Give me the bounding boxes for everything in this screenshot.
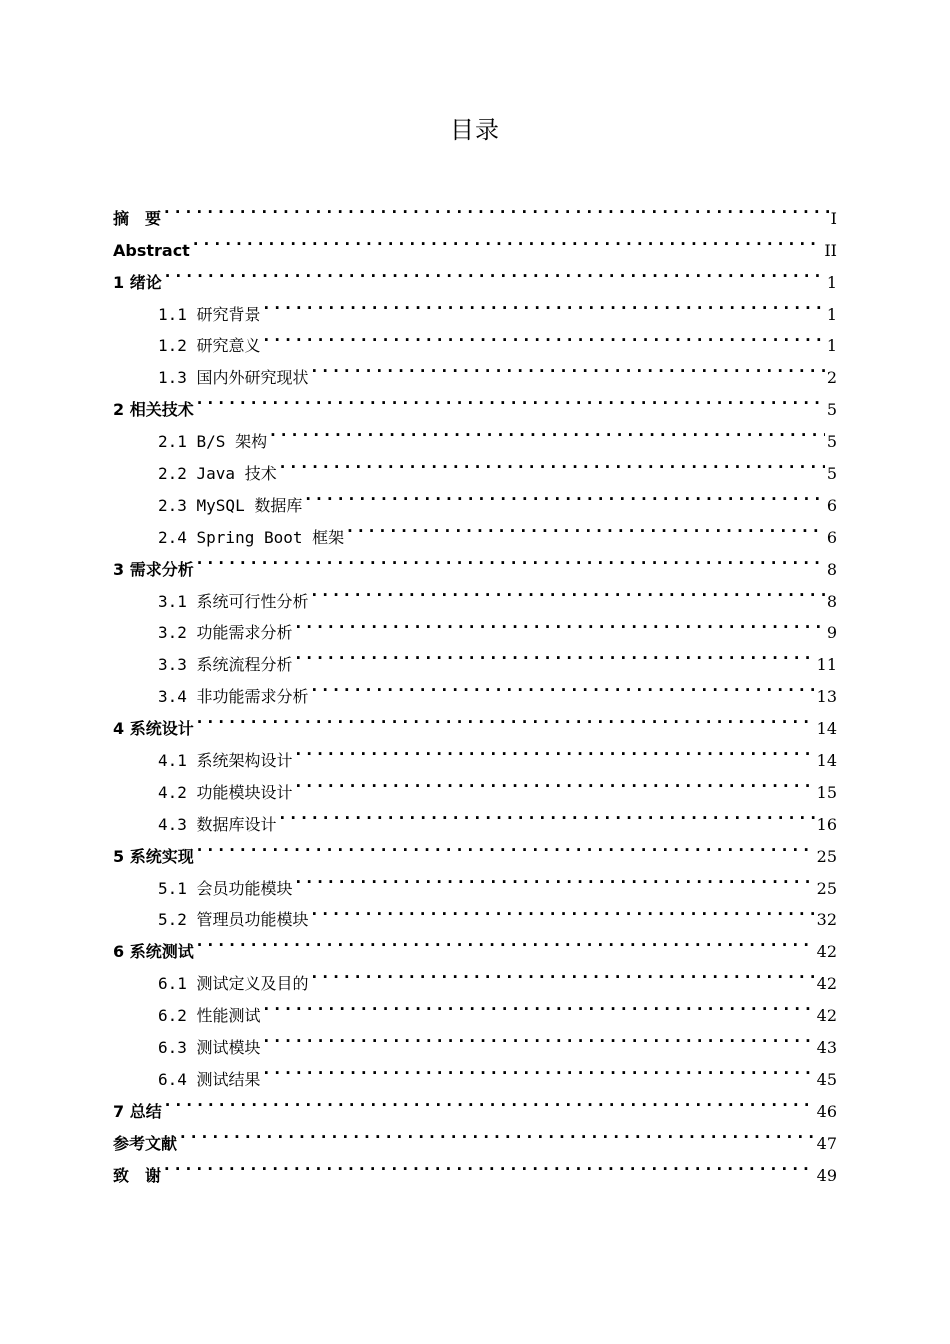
table-of-contents [113, 192, 837, 1185]
toc-entry-page-number: 45 [816, 1069, 837, 1089]
toc-entry-label: 1.3 国内外研究现状 [158, 368, 309, 388]
toc-entry-page-number: 47 [816, 1133, 837, 1153]
toc-dot-leader [310, 351, 825, 383]
toc-entry-page-number: II [824, 240, 837, 260]
toc-dot-leader [310, 894, 815, 926]
toc-dot-leader [294, 766, 815, 798]
toc-dot-leader [303, 479, 824, 511]
toc-entry-chapter[interactable] [113, 1149, 837, 1185]
toc-entry-label: 5.1 会员功能模块 [158, 878, 293, 898]
toc-dot-leader [195, 702, 815, 734]
toc-entry-label: 3 需求分析 [113, 559, 194, 579]
toc-entry-chapter[interactable] [113, 702, 837, 739]
toc-dot-leader [268, 415, 825, 447]
toc-entry-label: 2.2 Java 技术 [158, 464, 277, 484]
toc-entry-label: 2.3 MySQL 数据库 [158, 495, 303, 515]
toc-entry-label: 6.2 性能测试 [158, 1006, 261, 1026]
toc-entry-chapter[interactable] [113, 256, 837, 292]
toc-dot-leader [294, 607, 825, 639]
toc-dot-leader [195, 543, 825, 575]
toc-entry-page-number: 9 [826, 623, 837, 643]
toc-dot-leader [310, 575, 825, 607]
toc-entry-page-number: I [830, 208, 837, 228]
toc-entry-page-number: 5 [826, 464, 837, 484]
toc-entry-chapter[interactable] [113, 192, 837, 228]
toc-entry-chapter[interactable] [113, 925, 837, 962]
toc-entry-page-number: 1 [826, 304, 837, 324]
toc-dot-leader [310, 957, 815, 989]
toc-entry-label: 4.1 系统架构设计 [158, 751, 293, 771]
toc-entry-label: 4 系统设计 [113, 719, 194, 739]
toc-entry-chapter[interactable] [113, 543, 837, 579]
toc-dot-leader [262, 320, 825, 352]
toc-entry-label: 6 系统测试 [113, 942, 194, 962]
toc-entry-label: 2.4 Spring Boot 框架 [158, 527, 345, 547]
toc-dot-leader [191, 224, 823, 256]
toc-entry-page-number: 13 [816, 687, 837, 707]
toc-entry-page-number: 25 [816, 846, 837, 866]
toc-entry-section[interactable] [113, 575, 837, 611]
toc-entry-page-number: 42 [816, 1006, 837, 1026]
toc-entry-label: 5.2 管理员功能模块 [158, 910, 309, 930]
toc-entry-chapter[interactable] [113, 224, 837, 260]
toc-entry-label: 2 相关技术 [113, 400, 194, 420]
toc-entry-label: 1.1 研究背景 [158, 304, 261, 324]
toc-dot-leader [162, 192, 829, 224]
toc-dot-leader [345, 511, 825, 543]
toc-dot-leader [262, 989, 815, 1021]
toc-entry-label: 6.1 测试定义及目的 [158, 974, 309, 994]
toc-entry-label: 3.3 系统流程分析 [158, 655, 293, 675]
toc-entry-page-number: 2 [826, 368, 837, 388]
toc-entry-page-number: 1 [826, 272, 837, 292]
toc-dot-leader [195, 383, 825, 415]
toc-dot-leader [262, 288, 825, 320]
page-title: 目录 [450, 116, 500, 144]
toc-entry-chapter[interactable] [113, 383, 837, 420]
toc-entry-page-number: 32 [816, 910, 837, 930]
toc-dot-leader [195, 925, 815, 957]
toc-dot-leader [294, 734, 815, 766]
toc-entry-section[interactable] [113, 415, 837, 452]
toc-dot-leader [278, 798, 815, 830]
toc-entry-page-number: 8 [826, 591, 837, 611]
toc-entry-label: 4.2 功能模块设计 [158, 782, 293, 802]
toc-entry-page-number: 14 [816, 751, 837, 771]
toc-entry-page-number: 14 [816, 719, 837, 739]
toc-entry-section[interactable] [113, 734, 837, 771]
toc-entry-page-number: 42 [816, 974, 837, 994]
toc-entry-page-number: 49 [816, 1165, 837, 1185]
toc-entry-label: 1 绪论 [113, 272, 162, 292]
toc-entry-label: 1.2 研究意义 [158, 336, 261, 356]
toc-entry-page-number: 25 [816, 878, 837, 898]
toc-entry-label: 7 总结 [113, 1101, 162, 1121]
toc-entry-label: 3.4 非功能需求分析 [158, 687, 309, 707]
toc-entry-section[interactable] [113, 288, 837, 324]
toc-entry-label: 致 谢 [113, 1165, 162, 1185]
toc-entry-label: 6.4 测试结果 [158, 1069, 261, 1089]
toc-entry-page-number: 5 [826, 400, 837, 420]
toc-entry-chapter[interactable] [113, 830, 837, 866]
toc-entry-page-number: 43 [816, 1038, 837, 1058]
toc-entry-page-number: 8 [826, 559, 837, 579]
toc-entry-chapter[interactable] [113, 1117, 837, 1153]
toc-entry-page-number: 6 [826, 527, 837, 547]
toc-entry-page-number: 42 [816, 942, 837, 962]
toc-entry-label: 2.1 B/S 架构 [158, 432, 268, 452]
toc-dot-leader [162, 1149, 815, 1181]
toc-entry-page-number: 1 [826, 336, 837, 356]
toc-dot-leader [294, 862, 815, 894]
toc-entry-label: 3.2 功能需求分析 [158, 623, 293, 643]
toc-entry-label: 5 系统实现 [113, 846, 194, 866]
toc-dot-leader [262, 1021, 815, 1053]
toc-dot-leader [278, 447, 825, 479]
toc-dot-leader [294, 638, 815, 670]
toc-dot-leader [163, 1085, 815, 1117]
toc-entry-page-number: 11 [816, 655, 837, 675]
toc-entry-label: Abstract [113, 240, 190, 260]
toc-entry-page-number: 6 [826, 495, 837, 515]
toc-entry-section[interactable] [113, 862, 837, 898]
toc-dot-leader [195, 830, 815, 862]
toc-entry-label: 4.3 数据库设计 [158, 814, 277, 834]
toc-entry-page-number: 46 [816, 1101, 837, 1121]
toc-entry-page-number: 16 [816, 814, 837, 834]
toc-entry-section[interactable] [113, 957, 837, 994]
toc-entry-label: 参考文献 [113, 1133, 178, 1153]
toc-entry-label: 摘 要 [113, 208, 162, 228]
toc-dot-leader [178, 1117, 815, 1149]
toc-entry-page-number: 5 [826, 432, 837, 452]
toc-entry-label: 3.1 系统可行性分析 [158, 591, 309, 611]
toc-dot-leader [163, 256, 825, 288]
toc-entry-page-number: 15 [816, 782, 837, 802]
toc-dot-leader [262, 1053, 815, 1085]
toc-dot-leader [310, 670, 815, 702]
toc-entry-chapter[interactable] [113, 1085, 837, 1121]
toc-entry-label: 6.3 测试模块 [158, 1038, 261, 1058]
